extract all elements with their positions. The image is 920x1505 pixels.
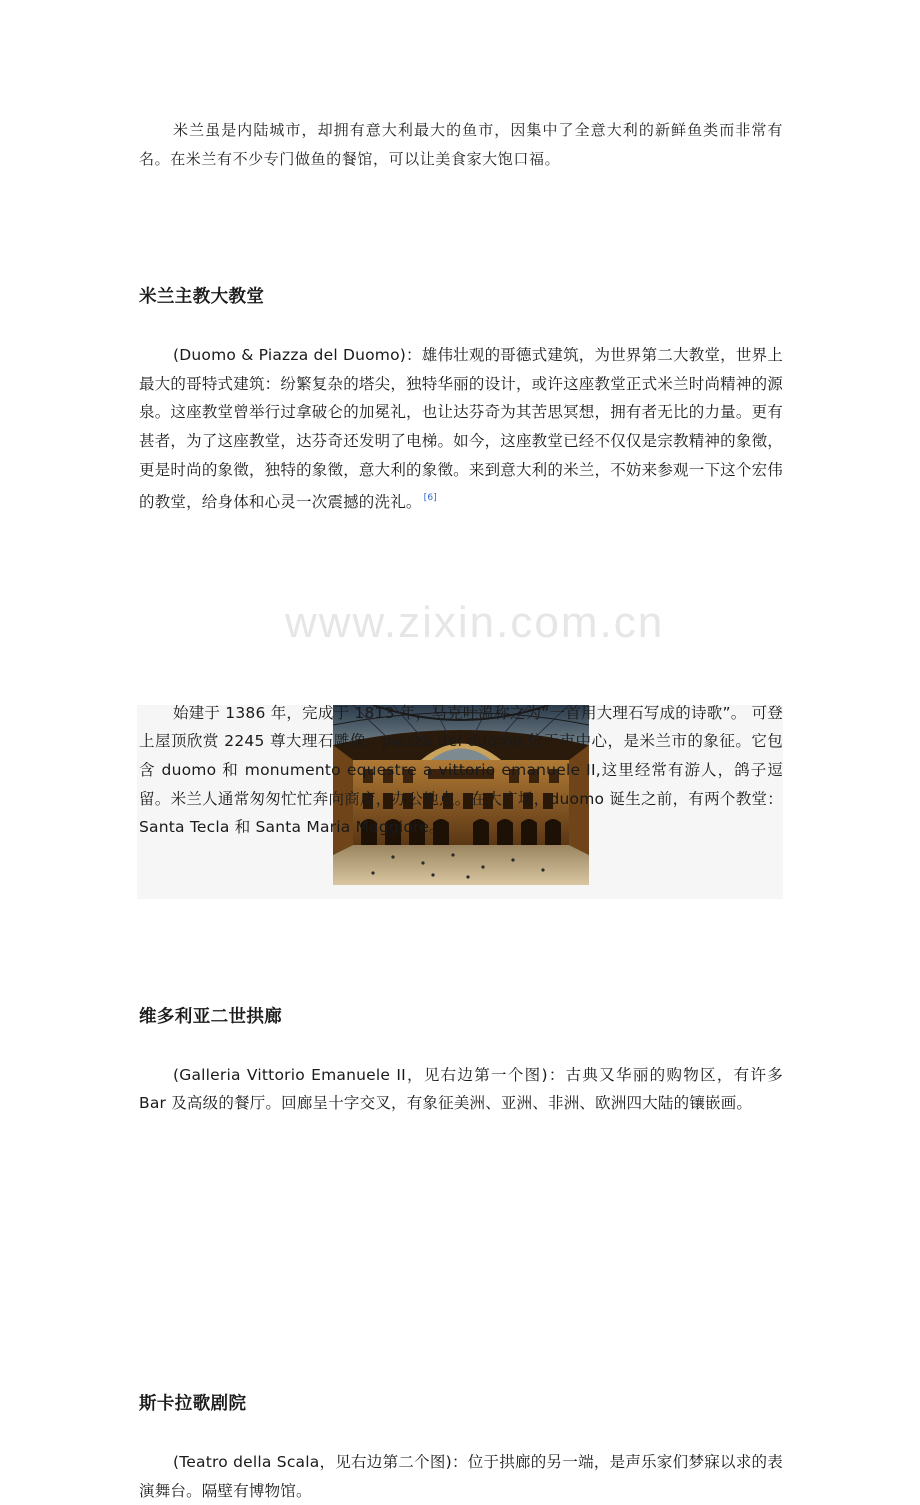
watermark: www.zixin.com.cn	[285, 598, 665, 647]
galleria-paragraph: (Galleria Vittorio Emanuele II，见右边第一个图)：古典又华丽的购物区，有许多 Bar 及高级的餐厅。回廊呈十字交叉，有象征美洲、亚洲、非洲、欧洲四大陆的镶嵌画。	[139, 1065, 783, 1113]
scala-heading: 斯卡拉歌剧院	[139, 1393, 247, 1414]
duomo-paragraph-1-text: (Duomo & Piazza del Duomo)：雄伟壮观的哥德式建筑，为世界第二大教堂，世界上最大的哥特式建筑：纷繁复杂的塔尖，独特华丽的设计，或许这座教堂正式米兰时尚精神的源泉。这座教堂曾举行过拿破仑的加冕礼，也让达芬奇为其苦思冥想，拥有者无比的力量。更有甚者，为了这座教堂，达芬奇还发明了电梯。如今，这座教堂已经不仅仅是宗教精神的象徵，更是时尚的象徵，独特的象徵，意大利的象徵。来到意大利的米兰，不妨来参观一下这个宏伟的教堂，给身体和心灵一次震撼的洗礼。	[139, 346, 783, 512]
galleria-heading: 维多利亚二世拱廊	[139, 1006, 283, 1027]
duomo-paragraph-1	[139, 341, 783, 517]
citation-link[interactable]: [6]	[423, 493, 437, 504]
duomo-heading: 米兰主教大教堂	[139, 287, 265, 308]
intro-paragraph: 米兰虽是内陆城市，却拥有意大利最大的鱼市，因集中了全意大利的新鲜鱼类而非常有名。在米兰有不少专门做鱼的餐馆，可以让美食家大饱口福。	[139, 121, 783, 168]
scala-paragraph: (Teatro della Scala，见右边第二个图)：位于拱廊的另一端，是声乐家们梦寐以求的表演舞台。隔壁有博物馆。	[139, 1452, 783, 1500]
duomo-paragraph-2: 始建于 1386 年，完成于 1813 年，马克吐温称之为“一首用大理石写成的诗歌”。 可登上屋顶欣赏 2245 尊大理石雕像。piazza del duomo 位于市中心，是米兰市的象征。它包含 duomo 和 monumento equestre a vittorio emanuele II,这里经常有游人，鸽子逗留。米兰人通常匆匆忙忙奔向商店，办公地点。在大广场，duomo 诞生之前，有两个教堂：Santa Tecla 和 Santa Maria Maggiore。	[139, 703, 783, 837]
